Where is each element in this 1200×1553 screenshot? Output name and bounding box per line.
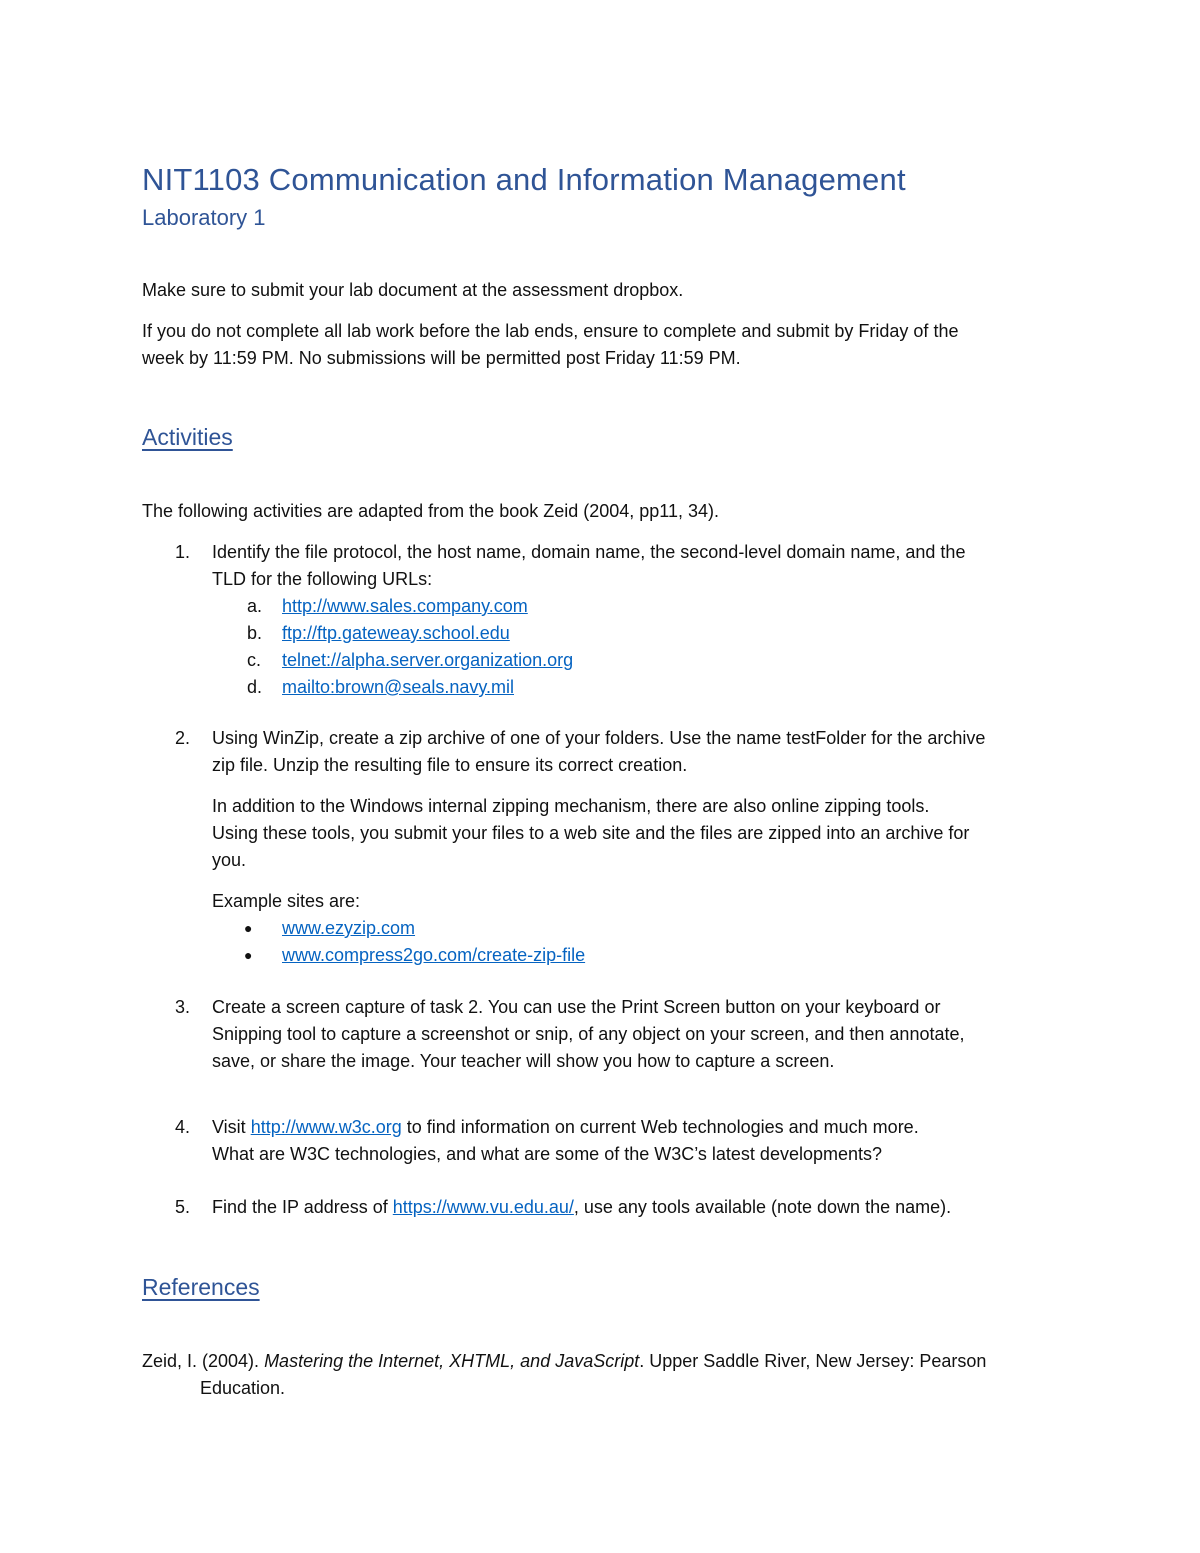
list-number-4: 4. xyxy=(175,1117,191,1137)
document-subtitle: Laboratory 1 xyxy=(142,205,266,230)
url-label-c: c. xyxy=(247,650,262,670)
list-number-3: 3. xyxy=(175,997,191,1017)
reference-publisher: . Upper Saddle River, New Jersey: Pearson xyxy=(639,1351,987,1371)
activities-lead: The following activities are adapted from the book Zeid (2004, pp11, 34). xyxy=(142,501,720,521)
item-1-line-2: TLD for the following URLs: xyxy=(212,569,433,589)
list-number-1: 1. xyxy=(175,542,191,562)
item-5-text-after: , use any tools available (note down the name). xyxy=(573,1197,952,1217)
list-number-5: 5. xyxy=(175,1197,191,1217)
item-2-line-2: zip file. Unzip the resulting file to ensure its correct creation. xyxy=(212,755,688,775)
item-5-line-1 xyxy=(212,1194,951,1221)
reference-entry-line-1 xyxy=(142,1348,986,1375)
item-3-line-1: Create a screen capture of task 2. You can use the Print Screen button on your keyboard or xyxy=(212,997,941,1017)
vu-link[interactable]: https://www.vu.edu.au/ xyxy=(392,1197,574,1217)
reference-book-title: Mastering the Internet, XHTML, and JavaScript xyxy=(264,1351,640,1371)
url-label-a: a. xyxy=(247,596,263,616)
item-4-text-after: to find information on current Web technologies and much more. xyxy=(401,1117,919,1137)
url-link-d[interactable]: mailto:brown@seals.navy.mil xyxy=(282,677,515,697)
reference-entry-line-2: Education. xyxy=(200,1378,286,1398)
item-4-line-2: What are W3C technologies, and what are some of the W3C’s latest developments? xyxy=(212,1144,883,1164)
url-link-a[interactable]: http://www.sales.company.com xyxy=(282,596,528,616)
activities-heading: Activities xyxy=(142,424,233,450)
item-2-paragraph-line-1: In addition to the Windows internal zipping mechanism, there are also online zipping tools. xyxy=(212,796,930,816)
bullet-icon: ● xyxy=(244,920,253,936)
url-label-d: d. xyxy=(247,677,263,697)
intro-paragraph-2-line-2: week by 11:59 PM. No submissions will be permitted post Friday 11:59 PM. xyxy=(142,348,741,368)
url-label-b: b. xyxy=(247,623,263,643)
item-3-line-3: save, or share the image. Your teacher will show you how to capture a screen. xyxy=(212,1051,835,1071)
item-1-line-1: Identify the file protocol, the host name, domain name, the second-level domain name, and the xyxy=(212,542,966,562)
examples-label: Example sites are: xyxy=(212,891,361,911)
item-2-line-1: Using WinZip, create a zip archive of one of your folders. Use the name testFolder for the archive xyxy=(212,728,986,748)
bullet-icon: ● xyxy=(244,947,253,963)
item-2-paragraph-line-3: you. xyxy=(212,850,247,870)
list-number-2: 2. xyxy=(175,728,191,748)
intro-paragraph-2-line-1: If you do not complete all lab work before the lab ends, ensure to complete and submit by Friday of the xyxy=(142,321,959,341)
url-link-c[interactable]: telnet://alpha.server.organization.org xyxy=(282,650,574,670)
intro-paragraph-1: Make sure to submit your lab document at the assessment dropbox. xyxy=(142,280,684,300)
item-5-text-before: Find the IP address of xyxy=(212,1197,393,1217)
item-4-line-1 xyxy=(212,1114,919,1141)
site-link-ezyzip[interactable]: www.ezyzip.com xyxy=(282,918,416,938)
references-heading: References xyxy=(142,1274,260,1300)
item-3-line-2: Snipping tool to capture a screenshot or snip, of any object on your screen, and then annotate, xyxy=(212,1024,965,1044)
url-link-b[interactable]: ftp://ftp.gateweay.school.edu xyxy=(282,623,510,643)
document-title: NIT1103 Communication and Information Management xyxy=(142,162,906,197)
item-4-text-before: Visit xyxy=(212,1117,251,1137)
item-2-paragraph-line-2: Using these tools, you submit your files to a web site and the files are zipped into an archive for xyxy=(212,823,970,843)
w3c-link[interactable]: http://www.w3c.org xyxy=(250,1117,402,1137)
site-link-compress2go[interactable]: www.compress2go.com/create-zip-file xyxy=(282,945,586,965)
reference-author: Zeid, I. (2004). xyxy=(142,1351,265,1371)
